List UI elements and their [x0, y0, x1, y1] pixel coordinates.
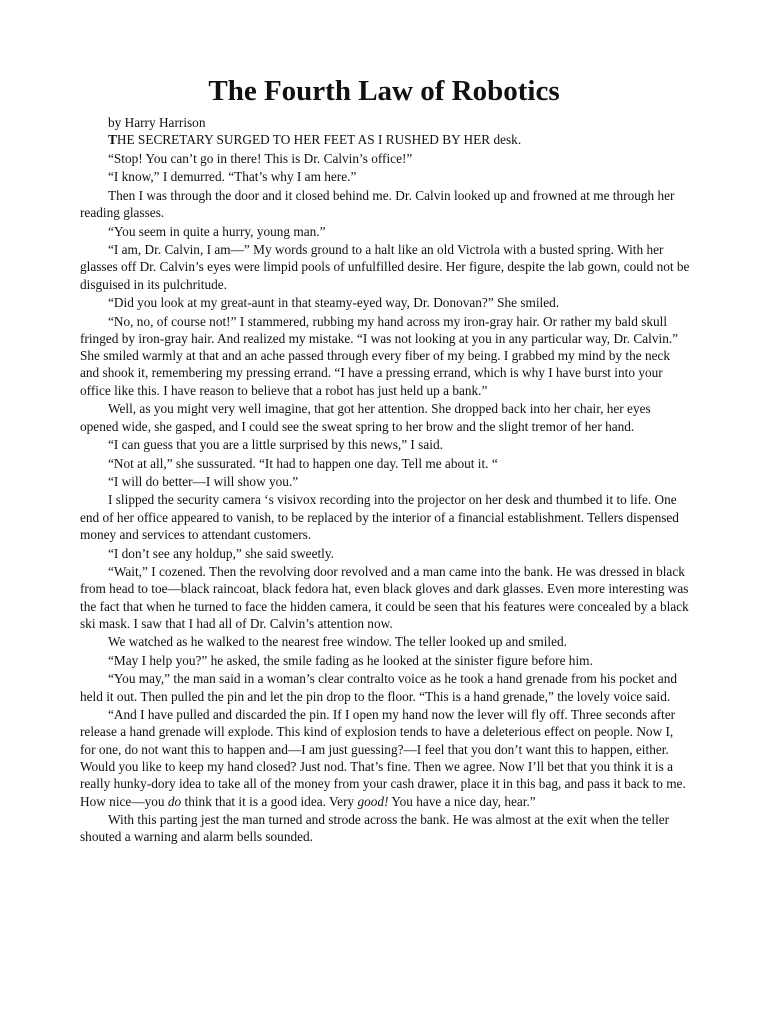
- text-run: “And I have pulled and discarded the pin. If I open my hand now the lever will fly off. Three seconds after release a hand grenade will explode. This kind of explosion tends to have a deleterious effect on people. Now I, for one, do not want this to happen and—I am just guessing?—I feel that you don’t want this to happen, either. Would you like to keep my hand closed? Just nod. That’s fine. Then we agree. Now I’ll bet that you think it is a really hunky-dory idea to take all of the money from your cash drawer, place it in this bag, and pass it back to me. How nice—you: [80, 707, 686, 809]
- opening-initial: T: [108, 132, 117, 148]
- paragraph: We watched as he walked to the nearest free window. The teller looked up and smiled.: [108, 634, 567, 650]
- paragraph: “I will do better—I will show you.”: [108, 474, 299, 489]
- paragraph: “May I help you?” he asked, the smile fading as he looked at the sinister figure before him.: [108, 652, 593, 668]
- text-run: think that it is a good idea. Very: [181, 793, 358, 809]
- paragraph: “No, no, of course not!” I stammered, rubbing my hand across my iron-gray hair. Or rather my bald skull fringed by iron-gray hair. And realized my mistake. “I was not looking at you in any particular way, Dr. Calvin.” She smiled warmly at that and an ache passed through every fiber of my being. I grabbed my mind by the neck and shook it, remembering my pressing errand. “I have a pressing errand, which is why I have burst into your office like this. I have reason to believe that a robot has just held up a bank.”: [80, 313, 679, 398]
- paragraph: I slipped the security camera ‘s visivox recording into the projector on her desk and thumbed it to life. One end of her office appeared to vanish, to be replaced by the interior of a financial establishment. Tellers dispensed money and services to attendant customers.: [80, 492, 679, 543]
- paragraph: “I am, Dr. Calvin, I am—” My words ground to a halt like an old Victrola with a busted spring. With her glasses off Dr. Calvin’s eyes were limpid pools of unfulfilled desire. Her figure, despite the lab gown, could not be disguised in its pulchritude.: [80, 242, 690, 292]
- paragraph: “I know,” I demurred. “That’s why I am here.”: [108, 169, 357, 185]
- byline: by Harry Harrison: [108, 115, 206, 130]
- emphasis-good: good!: [357, 793, 389, 809]
- closing-paragraph: With this parting jest the man turned and strode across the bank. He was almost at the exit when the teller shouted a warning and alarm bells sounded.: [80, 812, 670, 845]
- paragraph: “Not at all,” she sussurated. “It had to happen one day. Tell me about it. “: [108, 455, 498, 471]
- paragraph: “Stop! You can’t go in there! This is Dr. Calvin’s office!”: [108, 150, 413, 166]
- paragraph: “Wait,” I cozened. Then the revolving door revolved and a man came into the bank. He was dressed in black from head to toe—black raincoat, black fedora hat, even black gloves and dark glasses. Even more interesting was the fact that when he turned to face the hidden camera, it could be seen that his features were concealed by a black ski mask. I saw that I had all of Dr. Calvin’s attention now.: [80, 564, 689, 631]
- paragraph: “I don’t see any holdup,” she said sweetly.: [108, 545, 334, 561]
- emphasis-do: do: [167, 793, 182, 809]
- paragraph: Then I was through the door and it closed behind me. Dr. Calvin looked up and frowned at me through her reading glasses.: [80, 187, 675, 221]
- text-run: You have a nice day, hear.”: [388, 793, 536, 809]
- paragraph: “I can guess that you are a little surprised by this news,” I said.: [108, 437, 443, 453]
- grenade-paragraph: [80, 706, 692, 810]
- paragraph: “You seem in quite a hurry, young man.”: [108, 223, 326, 239]
- opening-paragraph: [80, 131, 692, 148]
- paragraph: “Did you look at my great-aunt in that steamy-eyed way, Dr. Donovan?” She smiled.: [108, 295, 560, 311]
- paragraph: Well, as you might very well imagine, that got her attention. She dropped back into her chair, her eyes opened wide, she gasped, and I could see the sweat spring to her brow and the slight tremor of her hand.: [80, 401, 651, 434]
- document-title: The Fourth Law of Robotics: [208, 75, 560, 107]
- story-body: [80, 114, 692, 847]
- opening-text: HE SECRETARY SURGED TO HER FEET AS I RUSHED BY HER desk.: [116, 132, 522, 148]
- paragraph: “You may,” the man said in a woman’s clear contralto voice as he took a hand grenade from his pocket and held it out. Then pulled the pin and let the pin drop to the floor. “This is a hand grenade,” the lovely voice said.: [80, 671, 678, 704]
